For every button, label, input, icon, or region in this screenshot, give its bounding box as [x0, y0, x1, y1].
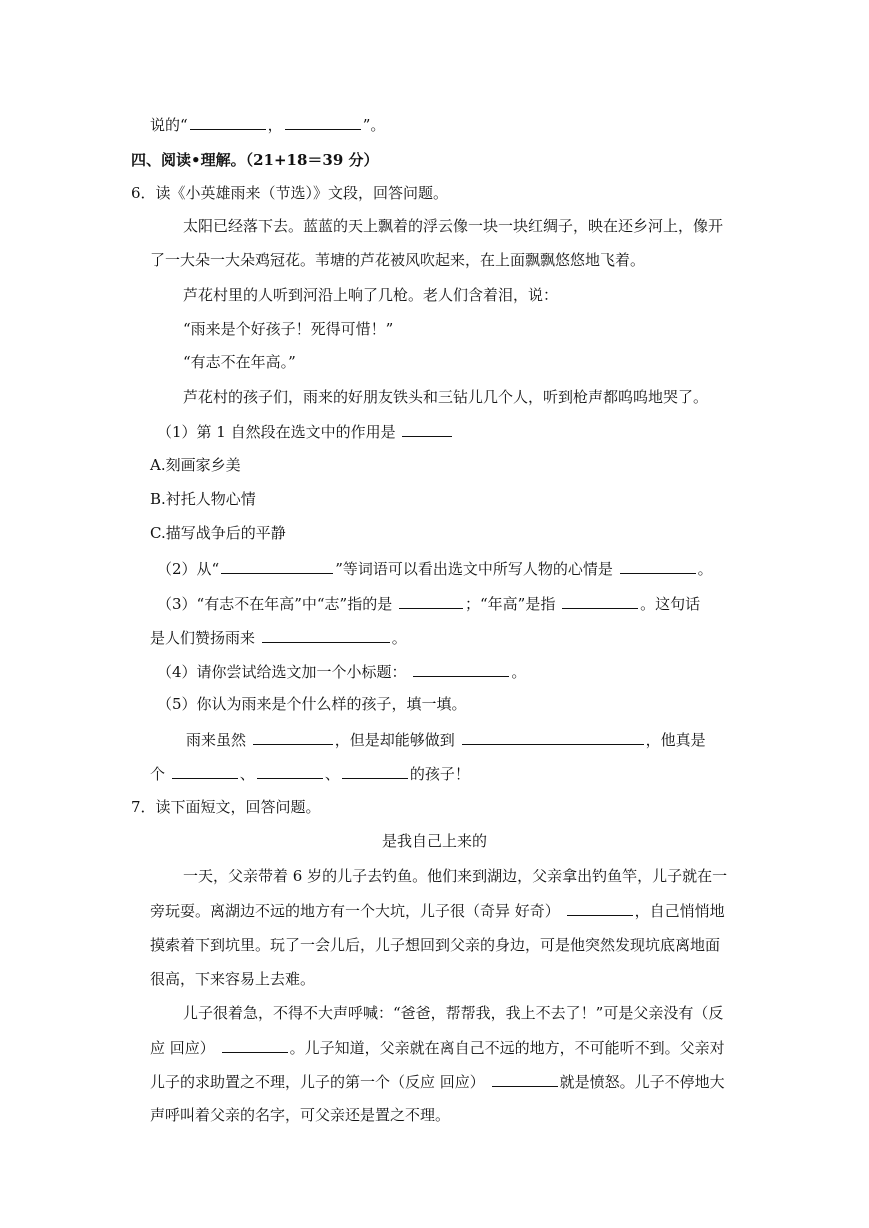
text: （4）请你尝试给选文加一个小标题： — [157, 663, 407, 681]
answer-blank[interactable] — [413, 661, 509, 677]
answer-blank[interactable] — [190, 114, 266, 130]
question-7-stem: 7．读下面短文，回答问题。 — [131, 798, 321, 816]
answer-blank[interactable] — [620, 558, 696, 574]
passage-line: 了一大朵一大朵鸡冠花。苇塘的芦花被风吹起来，在上面飘飘悠悠地飞着。 — [150, 251, 646, 269]
passage-line: 儿子很着急，不得不大声呼喊：“爸爸，帮帮我，我上不去了！”可是父亲没有（反 — [183, 1004, 724, 1022]
text: ”。 — [362, 116, 386, 134]
text: 雨来虽然 — [186, 731, 247, 749]
option-b[interactable]: B.衬托人物心情 — [150, 490, 256, 508]
top-fill-line — [150, 114, 385, 135]
text: 旁玩耍。离湖边不远的地方有一个大坑，儿子很（奇异 好奇） — [150, 902, 560, 920]
text: 。 — [391, 629, 407, 647]
question-6-stem: 6．读《小英雄雨来（节选）》文段，回答问题。 — [131, 184, 449, 202]
answer-blank[interactable] — [257, 763, 323, 779]
passage-line — [150, 1037, 725, 1058]
answer-blank[interactable] — [562, 593, 638, 609]
text: 。儿子知道，父亲就在离自己不远的地方，不可能听不到。父亲对 — [289, 1039, 725, 1057]
text: ，他真是 — [645, 731, 706, 749]
text: 、 — [324, 765, 340, 783]
text: 儿子的求助置之不理，儿子的第一个（反应 回应） — [150, 1073, 485, 1091]
text: （1）第 1 自然段在选文中的作用是 — [157, 423, 396, 441]
sub-question-5-fill-cont — [150, 763, 470, 784]
answer-blank[interactable] — [253, 729, 333, 745]
passage-line: 声呼叫着父亲的名字，可父亲还是置之不理。 — [150, 1106, 451, 1124]
sub-question-4 — [157, 661, 526, 682]
sub-question-5: （5）你认为雨来是个什么样的孩子，填一填。 — [157, 695, 467, 713]
answer-blank[interactable] — [399, 593, 463, 609]
passage-line: 一天，父亲带着 6 岁的儿子去钓鱼。他们来到湖边，父亲拿出钓鱼竿，儿子就在一 — [183, 867, 728, 885]
text: ；“年高”是指 — [465, 595, 556, 613]
text: 就是愤怒。儿子不停地大 — [559, 1073, 725, 1091]
passage-line — [150, 1071, 725, 1092]
sub-question-2 — [157, 558, 713, 579]
answer-blank[interactable] — [492, 1071, 558, 1087]
answer-blank[interactable] — [462, 729, 644, 745]
text: 是人们赞扬雨来 — [150, 629, 256, 647]
passage-line: “有志不在年高。” — [183, 353, 296, 371]
text: ，自己悄悄地 — [634, 902, 725, 920]
text: 。 — [511, 663, 527, 681]
passage-line: 很高，下来容易上去难。 — [150, 970, 316, 988]
sub-question-3 — [157, 593, 700, 614]
option-a[interactable]: A.刻画家乡美 — [150, 456, 241, 474]
answer-blank[interactable] — [402, 421, 452, 437]
text: （2）从“ — [157, 560, 220, 578]
passage-line: 芦花村的孩子们，雨来的好朋友铁头和三钻儿几个人，听到枪声都呜呜地哭了。 — [183, 388, 709, 406]
passage-line: 太阳已经落下去。蓝蓝的天上飘着的浮云像一块一块红绸子，映在还乡河上，像开 — [183, 217, 724, 235]
answer-blank[interactable] — [221, 558, 333, 574]
text: 。这句话 — [640, 595, 701, 613]
passage-line — [150, 900, 725, 921]
answer-blank[interactable] — [172, 763, 238, 779]
answer-blank[interactable] — [342, 763, 408, 779]
option-c[interactable]: C.描写战争后的平静 — [150, 524, 286, 542]
passage-line: “雨来是个好孩子！死得可惜！” — [183, 320, 394, 338]
answer-blank[interactable] — [567, 900, 633, 916]
sub-question-5-fill — [186, 729, 706, 750]
text: 、 — [239, 765, 255, 783]
sub-question-1 — [157, 421, 454, 442]
answer-blank[interactable] — [222, 1037, 288, 1053]
text: 说的“ — [150, 116, 188, 134]
passage-line: 芦花村里的人听到河沿上响了几枪。老人们含着泪，说： — [183, 286, 559, 304]
passage-line: 摸索着下到坑里。玩了一会儿后，儿子想回到父亲的身边，可是他突然发现坑底离地面 — [150, 936, 721, 954]
text: ，但是却能够做到 — [334, 731, 455, 749]
text: 个 — [150, 765, 166, 783]
text: 应 回应） — [150, 1039, 215, 1057]
answer-blank[interactable] — [262, 627, 390, 643]
passage-title: 是我自己上来的 — [381, 832, 487, 850]
text: 的孩子！ — [409, 765, 470, 783]
answer-blank[interactable] — [285, 114, 361, 130]
text: ”等词语可以看出选文中所写人物的心情是 — [335, 560, 613, 578]
text: ， — [267, 116, 283, 134]
text: 。 — [697, 560, 713, 578]
section-heading: 四、阅读•理解。（21+18＝39 分） — [131, 151, 379, 169]
text: （3）“有志不在年高”中“志”指的是 — [157, 595, 393, 613]
sub-question-3-cont — [150, 627, 407, 648]
